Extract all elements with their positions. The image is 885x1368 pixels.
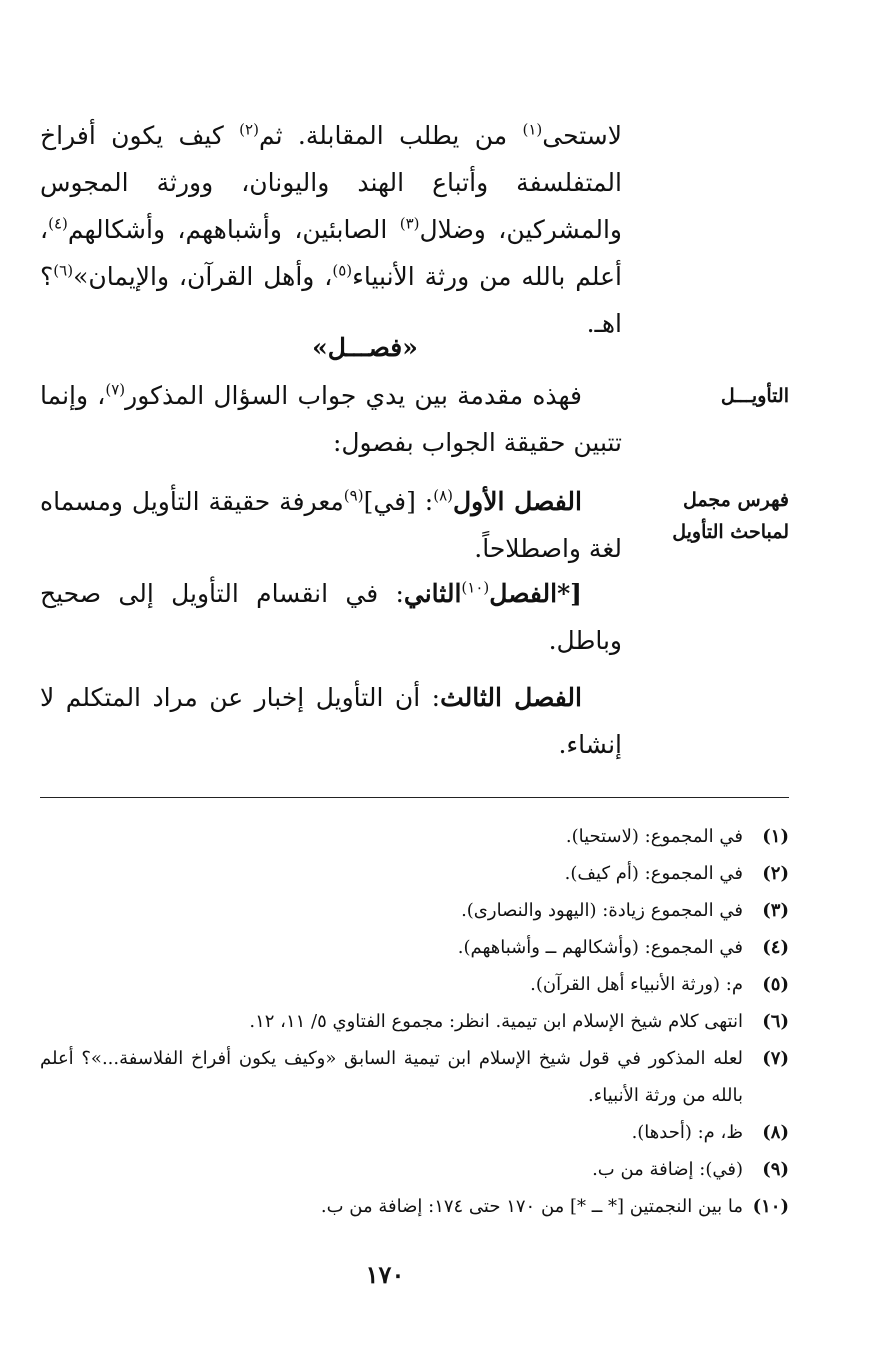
footnote-text: في المجموع: (أم كيف). [564, 863, 743, 884]
footnote-number: (٣) [762, 900, 789, 921]
footnote-text: (في): إضافة من ب. [592, 1159, 743, 1180]
section-heading [280, 328, 450, 368]
footnote-ref-4[interactable]: (٤) [48, 214, 68, 233]
footnote-ref-9[interactable]: (٩) [343, 486, 364, 505]
margin-note-tawil: التأويـــل [720, 385, 789, 407]
chapter-one-label: الفصل الأول [453, 487, 582, 516]
footnote-number: (٩) [762, 1159, 789, 1180]
footnote-number: (٥) [762, 974, 789, 995]
footnote-number: (٨) [762, 1122, 789, 1143]
footnote-text: ظ، م: (أحدها). [631, 1122, 743, 1143]
para1-text-1: لاستحى [542, 121, 622, 150]
para1-text-4: الصابئين، وأشباههم، وأشكالهم [67, 215, 400, 244]
body-paragraph-5 [40, 674, 622, 768]
footnote-ref-10[interactable]: (١٠) [461, 578, 490, 597]
footnote-text: ما بين النجمتين [* ــ *] من ١٧٠ حتى ١٧٤: إضافة من ب. [320, 1196, 743, 1217]
footnote-item [40, 818, 789, 855]
margin-note-index: فهرس مجمل لمباحث التأويل [672, 489, 789, 543]
para1-text-2: من يطلب المقابلة. ثم [258, 121, 523, 150]
footnote-ref-1[interactable]: (١) [522, 120, 543, 139]
footnote-number: (١٠) [752, 1196, 789, 1217]
footnote-number: (٦) [762, 1011, 789, 1032]
footnote-number: (١) [762, 826, 789, 847]
footnote-text: لعله المذكور في قول شيخ الإسلام ابن تيمية السابق «وكيف يكون أفراخ الفلاسفة...»؟ أعلم بالله من ورثة الأنبياء. [40, 1048, 744, 1106]
para1-text-7: ؟ اهـ. [40, 262, 622, 338]
footnote-item [40, 855, 789, 892]
chapter-three-label: الفصل الثالث [440, 683, 582, 712]
para3-text-2: معرفة حقيقة التأويل ومسماه لغة واصطلاحاً. [40, 487, 622, 563]
body-paragraph-4 [40, 570, 622, 664]
body-paragraph-2 [40, 372, 622, 466]
footnote-text: م: (ورثة الأنبياء أهل القرآن). [530, 974, 743, 995]
footnote-item [40, 1114, 789, 1151]
para1-text-5: ، أعلم بالله من ورثة الأنبياء [40, 215, 622, 291]
chapter-two-label-b: الثاني [403, 579, 462, 608]
footnote-item [40, 1040, 789, 1114]
footnote-item [40, 1188, 789, 1225]
chapter-two-label-a: [*الفصل [489, 579, 582, 608]
footnote-ref-8[interactable]: (٨) [433, 486, 454, 505]
footnotes-list [40, 818, 789, 1225]
para1-text-3: كيف يكون أفراخ المتفلسفة وأتباع الهند واليونان، وورثة المجوس والمشركين، وضلال [40, 121, 622, 244]
footnote-text: انتهى كلام شيخ الإسلام ابن تيمية. انظر: مجموع الفتاوي ٥/ ١١، ١٢. [249, 1011, 743, 1032]
footnote-ref-2[interactable]: (٢) [239, 120, 259, 139]
section-heading-text: «فصـــل» [312, 333, 418, 362]
footnote-ref-5[interactable]: (٥) [332, 261, 353, 280]
footnote-number: (٤) [762, 937, 789, 958]
footnote-number: (٢) [762, 863, 789, 884]
footnote-item [40, 966, 789, 1003]
footnote-ref-7[interactable]: (٧) [105, 380, 126, 399]
footnote-divider [40, 797, 789, 798]
para4-text-1: : في انقسام التأويل إلى صحيح وباطل. [40, 579, 622, 655]
para3-text-1: : [في] [363, 487, 434, 516]
para2-text-1: فهذه مقدمة بين يدي جواب السؤال المذكور [125, 381, 583, 410]
footnote-text: في المجموع: (لاستحيا). [565, 826, 743, 847]
para5-text-1: : أن التأويل إخبار عن مراد المتكلم لا إنشاء. [40, 683, 622, 759]
footnote-text: في المجموع زيادة: (اليهود والنصارى). [461, 900, 743, 921]
footnote-item [40, 1151, 789, 1188]
body-paragraph-1 [40, 112, 622, 347]
body-paragraph-3 [40, 478, 622, 572]
footnote-text: في المجموع: (وأشكالهم ــ وأشباههم). [457, 937, 743, 958]
footnote-item [40, 929, 789, 966]
footnote-number: (٧) [762, 1048, 789, 1069]
para1-text-6: ، وأهل القرآن، والإيمان» [73, 262, 333, 291]
para2-text-2: ، وإنما تتبين حقيقة الجواب بفصول: [40, 381, 622, 457]
footnote-ref-6[interactable]: (٦) [53, 261, 74, 280]
footnote-ref-3[interactable]: (٣) [399, 214, 420, 233]
footnote-item [40, 1003, 789, 1040]
page-number: ١٧٠ [365, 1260, 405, 1289]
footnote-item [40, 892, 789, 929]
